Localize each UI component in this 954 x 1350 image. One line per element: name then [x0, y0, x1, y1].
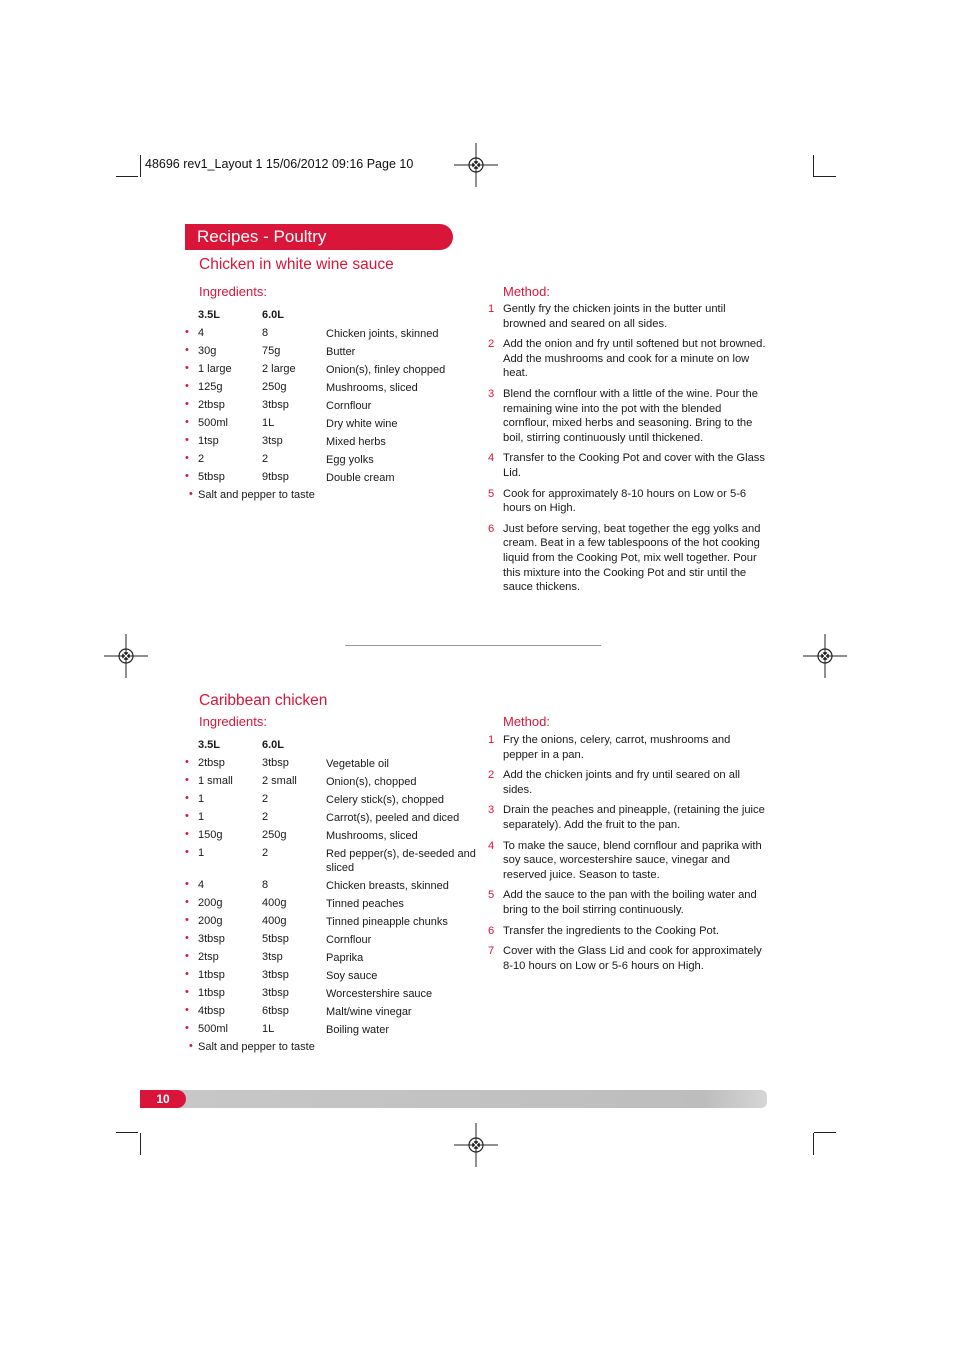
ingredient-qty-large: 2 — [262, 811, 269, 823]
method-step — [486, 803, 766, 832]
ingredient-row — [185, 417, 485, 435]
registration-mark-icon — [104, 634, 148, 678]
step-number: 7 — [488, 945, 495, 958]
ingredient-qty-small: 1 — [198, 811, 205, 823]
ingredient-qty-large: 8 — [262, 327, 269, 339]
ingredient-qty-small: 3tbsp — [198, 933, 225, 945]
ingredient-row — [185, 345, 485, 363]
ingredient-qty-small: 1 large — [198, 363, 232, 375]
ingredient-row — [185, 381, 485, 399]
bullet-icon: • — [185, 326, 189, 338]
bullet-icon: • — [185, 932, 189, 944]
ingredient-row — [185, 987, 485, 1005]
step-number: 3 — [488, 387, 495, 400]
ingredient-qty-large: 2 — [262, 847, 269, 859]
ingredient-name: Mushrooms, sliced — [326, 382, 418, 394]
column-headers — [185, 739, 485, 757]
ingredient-qty-small: 1 — [198, 793, 205, 805]
ingredient-qty-small: 2tsp — [198, 951, 219, 963]
bullet-icon: • — [185, 914, 189, 926]
ingredient-qty-large: 250g — [262, 381, 287, 393]
method-step — [486, 733, 766, 762]
ingredient-row — [185, 1005, 485, 1023]
bullet-icon: • — [185, 774, 189, 786]
column-header-small: 3.5L — [198, 309, 221, 321]
ingredients-heading: Ingredients: — [199, 714, 267, 729]
step-text: Transfer to the Cooking Pot and cover with the Glass Lid. — [503, 452, 765, 479]
recipe-title: Chicken in white wine sauce — [199, 256, 394, 273]
step-text: Add the sauce to the pan with the boiling water and bring to the boil stirring continuously. — [503, 889, 757, 916]
ingredients-heading: Ingredients: — [199, 284, 267, 299]
ingredient-qty-small: 5tbsp — [198, 471, 225, 483]
ingredient-name: Worcestershire sauce — [326, 988, 433, 1000]
ingredient-row — [185, 969, 485, 987]
step-text: Add the onion and fry until softened but not browned. Add the mushrooms and cook for a minute on low heat. — [503, 338, 766, 380]
ingredient-row — [185, 399, 485, 417]
ingredient-qty-large: 1L — [262, 1023, 275, 1035]
ingredient-qty-small: 500ml — [198, 1023, 228, 1035]
ingredient-qty-large: 2 small — [262, 775, 297, 787]
ingredient-qty-large: 1L — [262, 417, 275, 429]
registration-mark-icon — [454, 143, 498, 187]
step-number: 3 — [488, 804, 495, 817]
step-number: 5 — [488, 487, 495, 500]
footer-bar — [140, 1090, 767, 1108]
ingredient-row — [185, 915, 485, 933]
bullet-icon: • — [185, 398, 189, 410]
bullet-icon: • — [185, 878, 189, 890]
printer-slug: 48696 rev1_Layout 1 15/06/2012 09:16 Page 10 — [145, 157, 414, 171]
ingredient-name: Cornflour — [326, 400, 372, 412]
step-number: 6 — [488, 924, 495, 937]
ingredient-row — [185, 879, 485, 897]
method-step — [486, 487, 766, 516]
ingredient-qty-small: 150g — [198, 829, 223, 841]
method-step — [486, 302, 766, 331]
step-text: Cook for approximately 8-10 hours on Low or 5-6 hours on High. — [503, 487, 747, 515]
ingredient-row — [185, 897, 485, 915]
ingredient-name: Soy sauce — [326, 970, 378, 982]
ingredient-name: Onion(s), finley chopped — [326, 364, 446, 376]
ingredient-qty-small: 2tbsp — [198, 757, 225, 769]
ingredient-qty-large: 3tbsp — [262, 969, 289, 981]
method-list — [486, 733, 766, 979]
ingredient-qty-small: 1 small — [198, 775, 233, 787]
ingredient-row — [185, 1023, 485, 1041]
ingredient-qty-small: 1tbsp — [198, 969, 225, 981]
step-number: 6 — [488, 522, 495, 535]
ingredient-qty-small: 4 — [198, 327, 205, 339]
ingredient-qty-large: 400g — [262, 915, 287, 927]
ingredient-row — [185, 363, 485, 381]
bullet-icon: • — [185, 792, 189, 804]
bullet-icon: • — [189, 488, 193, 500]
bullet-icon: • — [185, 434, 189, 446]
step-text: To make the sauce, blend cornflour and paprika with soy sauce, worcestershire sauce, vinegar and reserved juice. Season to taste. — [503, 839, 762, 881]
bullet-icon: • — [185, 810, 189, 822]
step-text: Just before serving, beat together the egg yolks and cream. Beat in a few tablespoons of the hot cooking liquid from the Cooking Pot, mix well together. Pour this mixture into the Cooking Pot and stir until the sauce thickens. — [503, 522, 761, 594]
bullet-icon: • — [185, 416, 189, 428]
method-step — [486, 522, 766, 595]
ingredient-qty-large: 3tsp — [262, 435, 283, 447]
ingredient-qty-small: 125g — [198, 381, 223, 393]
ingredient-name: Double cream — [326, 472, 395, 484]
bullet-icon: • — [185, 1022, 189, 1034]
method-step — [486, 768, 766, 797]
column-header-large: 6.0L — [262, 309, 285, 321]
ingredient-name: Red pepper(s), de-seeded and sliced — [326, 848, 476, 874]
ingredient-qty-large: 3tbsp — [262, 987, 289, 999]
ingredient-row — [185, 453, 485, 471]
ingredients-table — [185, 739, 485, 1059]
method-step — [486, 451, 766, 480]
ingredient-qty-small: 1tsp — [198, 435, 219, 447]
step-number: 1 — [488, 303, 495, 315]
ingredient-name: Paprika — [326, 952, 364, 964]
ingredient-row — [185, 793, 485, 811]
bullet-icon: • — [185, 896, 189, 908]
ingredient-name: Mixed herbs — [326, 436, 386, 448]
page-number: 10 — [140, 1090, 186, 1108]
step-number: 5 — [488, 889, 495, 902]
recipe-divider — [345, 645, 601, 646]
bullet-icon: • — [185, 828, 189, 840]
registration-mark-icon — [803, 634, 847, 678]
recipe-title: Caribbean chicken — [199, 692, 328, 709]
bullet-icon: • — [185, 950, 189, 962]
step-number: 2 — [488, 338, 495, 351]
ingredient-row — [185, 847, 485, 879]
ingredient-qty-small: 4tbsp — [198, 1005, 225, 1017]
ingredient-name: Salt and pepper to taste — [198, 1041, 315, 1053]
ingredient-qty-small: 1 — [198, 847, 205, 859]
ingredient-name: Cornflour — [326, 934, 372, 946]
ingredient-name: Tinned peaches — [326, 898, 404, 910]
method-step — [486, 839, 766, 883]
ingredient-name: Mushrooms, sliced — [326, 830, 418, 842]
ingredients-table — [185, 309, 485, 507]
ingredient-row — [185, 811, 485, 829]
method-step — [486, 387, 766, 445]
bullet-icon: • — [185, 362, 189, 374]
ingredient-qty-large: 250g — [262, 829, 287, 841]
step-number: 1 — [488, 734, 495, 746]
column-header-small: 3.5L — [198, 739, 221, 751]
ingredient-row — [185, 471, 485, 489]
ingredient-name: Salt and pepper to taste — [198, 489, 315, 501]
ingredient-name: Chicken breasts, skinned — [326, 880, 449, 892]
ingredient-row — [185, 435, 485, 453]
bullet-icon: • — [185, 470, 189, 482]
ingredient-qty-large: 9tbsp — [262, 471, 289, 483]
ingredient-name: Dry white wine — [326, 418, 398, 430]
step-text: Transfer the ingredients to the Cooking Pot. — [503, 924, 719, 937]
method-step — [486, 337, 766, 381]
ingredient-row — [185, 1041, 485, 1059]
ingredient-row — [185, 829, 485, 847]
bullet-icon: • — [185, 756, 189, 768]
bullet-icon: • — [185, 380, 189, 392]
ingredient-row — [185, 327, 485, 345]
ingredient-qty-large: 3tbsp — [262, 399, 289, 411]
step-number: 4 — [488, 839, 495, 852]
step-text: Fry the onions, celery, carrot, mushrooms and pepper in a pan. — [503, 734, 731, 761]
bullet-icon: • — [185, 986, 189, 998]
method-heading: Method: — [503, 714, 550, 729]
ingredient-name: Chicken joints, skinned — [326, 328, 439, 340]
method-list — [486, 302, 766, 601]
ingredient-name: Boiling water — [326, 1024, 389, 1036]
ingredient-qty-large: 6tbsp — [262, 1005, 289, 1017]
ingredient-qty-large: 75g — [262, 345, 281, 357]
ingredient-name: Vegetable oil — [326, 758, 389, 770]
step-number: 2 — [488, 769, 495, 782]
ingredient-qty-large: 8 — [262, 879, 269, 891]
ingredient-row — [185, 757, 485, 775]
bullet-icon: • — [185, 452, 189, 464]
step-number: 4 — [488, 452, 495, 465]
column-header-large: 6.0L — [262, 739, 285, 751]
bullet-icon: • — [185, 846, 189, 858]
method-step — [486, 924, 766, 939]
ingredient-qty-small: 500ml — [198, 417, 228, 429]
bullet-icon: • — [185, 344, 189, 356]
method-step — [486, 888, 766, 917]
ingredient-name: Onion(s), chopped — [326, 776, 417, 788]
ingredient-qty-small: 200g — [198, 897, 223, 909]
ingredient-qty-large: 400g — [262, 897, 287, 909]
step-text: Blend the cornflour with a little of the wine. Pour the remaining wine into the pot with the blended cornflour, mixed herbs and seasoning. Bring to the boil, stirring continuously until thickened. — [503, 387, 758, 444]
ingredient-row — [185, 775, 485, 793]
bullet-icon: • — [185, 1004, 189, 1016]
ingredient-qty-large: 2 — [262, 793, 269, 805]
ingredient-qty-large: 2 large — [262, 363, 296, 375]
step-text: Gently fry the chicken joints in the butter until browned and seared on all sides. — [503, 303, 726, 330]
bullet-icon: • — [185, 968, 189, 980]
ingredient-row — [185, 489, 485, 507]
section-banner: Recipes - Poultry — [185, 224, 453, 250]
step-text: Cover with the Glass Lid and cook for approximately 8-10 hours on Low or 5-6 hours on High. — [503, 945, 762, 972]
ingredient-qty-small: 2tbsp — [198, 399, 225, 411]
ingredient-name: Tinned pineapple chunks — [326, 916, 448, 928]
ingredient-qty-small: 4 — [198, 879, 205, 891]
column-headers — [185, 309, 485, 327]
ingredient-qty-small: 30g — [198, 345, 217, 357]
ingredient-qty-large: 3tbsp — [262, 757, 289, 769]
ingredient-name: Carrot(s), peeled and diced — [326, 812, 460, 824]
ingredient-row — [185, 951, 485, 969]
method-heading: Method: — [503, 284, 550, 299]
ingredient-row — [185, 933, 485, 951]
ingredient-qty-large: 5tbsp — [262, 933, 289, 945]
ingredient-qty-large: 2 — [262, 453, 269, 465]
step-text: Drain the peaches and pineapple, (retaining the juice separately). Add the fruit to the pan. — [503, 804, 765, 831]
ingredient-qty-large: 3tsp — [262, 951, 283, 963]
method-step — [486, 944, 766, 973]
ingredient-name: Egg yolks — [326, 454, 374, 466]
ingredient-name: Malt/wine vinegar — [326, 1006, 412, 1018]
step-text: Add the chicken joints and fry until seared on all sides. — [503, 769, 740, 796]
ingredient-name: Celery stick(s), chopped — [326, 794, 444, 806]
ingredient-qty-small: 200g — [198, 915, 223, 927]
ingredient-name: Butter — [326, 346, 356, 358]
ingredient-qty-small: 2 — [198, 453, 205, 465]
registration-mark-icon — [454, 1123, 498, 1167]
ingredient-qty-small: 1tbsp — [198, 987, 225, 999]
bullet-icon: • — [189, 1040, 193, 1052]
